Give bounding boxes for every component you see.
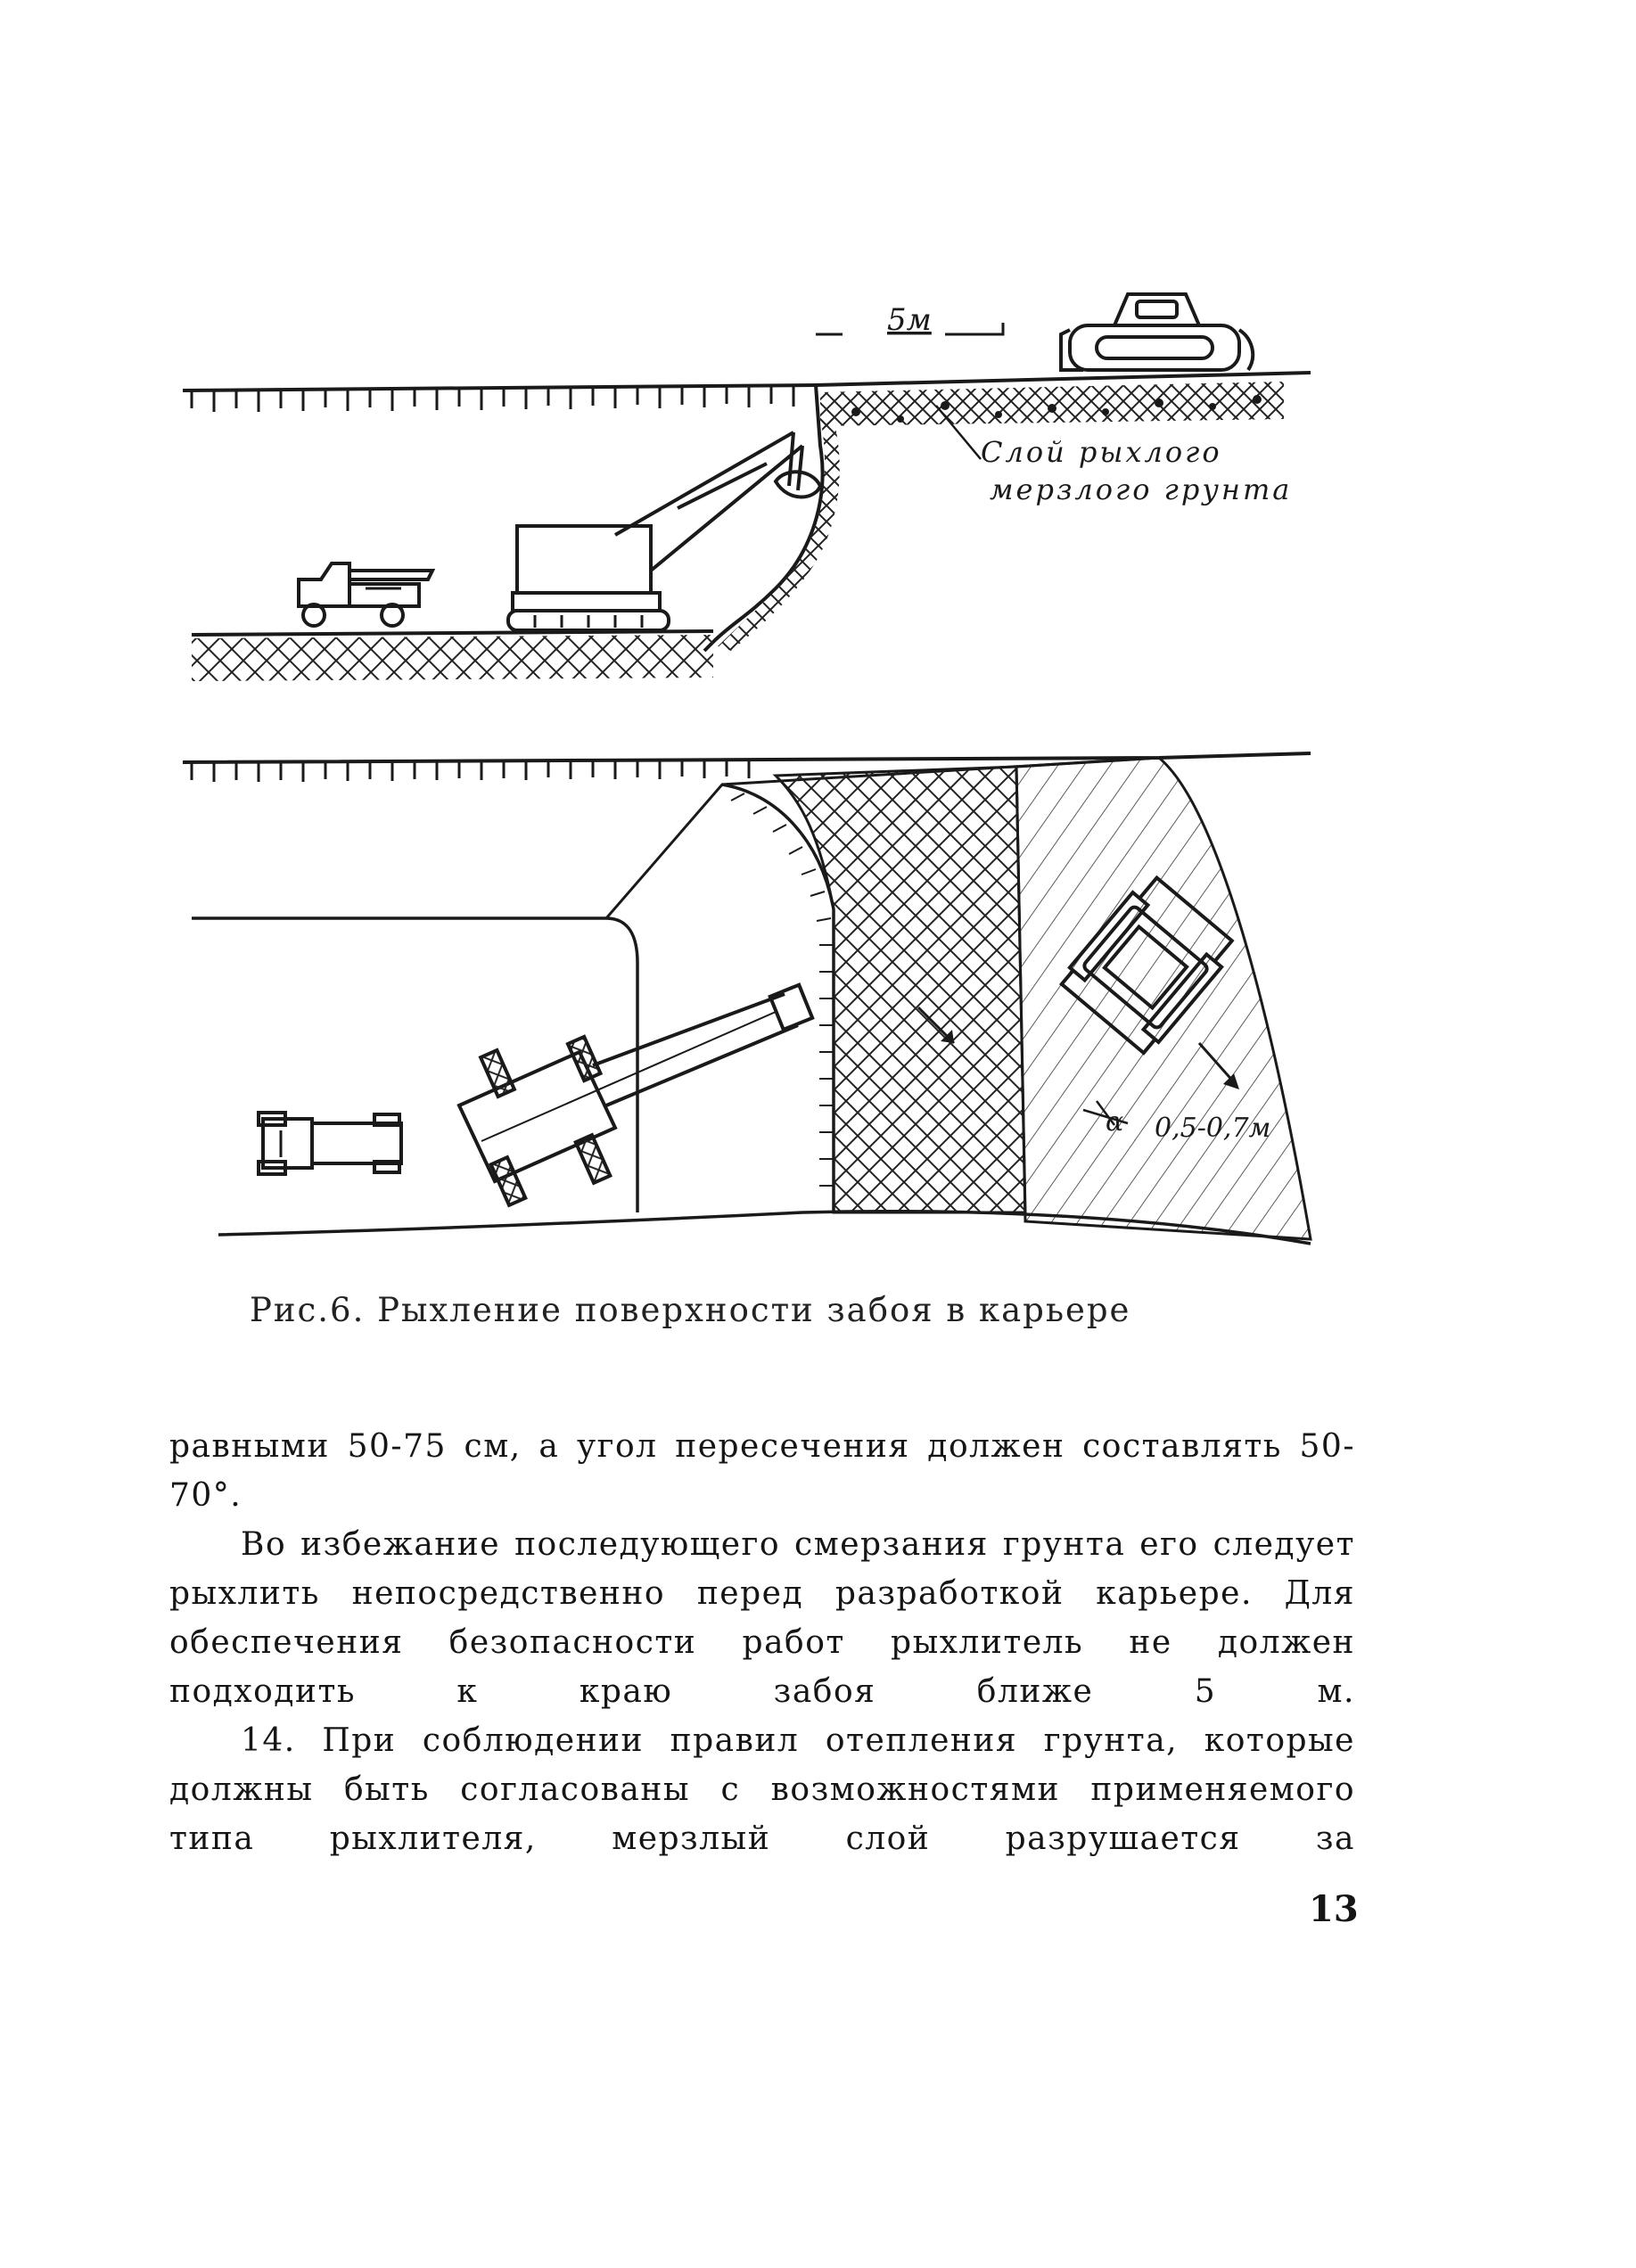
angle-symbol: α	[1106, 1106, 1124, 1138]
layer-label-line2: мерзлого грунта	[990, 472, 1293, 506]
paragraph-1-line-1: равными 50-75 см, а угол пересечения должен составлять 50-70°.	[169, 1428, 1355, 1514]
dump-truck-side	[299, 563, 432, 626]
paragraph-1	[169, 1422, 1355, 1520]
paragraph-2: Во избежание последующего смерзания грунта его следует рыхлить непосредственно перед разработкой карьере. Для обеспечения безопасности работ рыхлитель не должен подходить к краю забоя ближе 5 м.	[169, 1526, 1355, 1710]
frozen-zone	[1016, 758, 1311, 1239]
dimension-5m-label: 5м	[887, 302, 932, 338]
plan-view	[183, 753, 1311, 1244]
page-number: 13	[1309, 1888, 1359, 1930]
body-text	[169, 1422, 1355, 1863]
paragraph-3: 14. При соблюдении правил отепления грунта, которые должны быть согласованы с возможностями применяемого типа рыхлителя, мерзлый слой разрушается за	[169, 1722, 1355, 1857]
upper-ground-line-left	[183, 385, 816, 390]
spacing-label: 0,5-0,7м	[1155, 1113, 1271, 1144]
face-curve-hatch	[731, 793, 834, 1186]
figure-caption: Рис.6. Рыхление поверхности забоя в карьере	[250, 1291, 1131, 1329]
dump-truck-plan	[259, 1113, 401, 1174]
ripper-tractor-side	[1061, 294, 1253, 370]
ripped-zone	[776, 767, 1025, 1212]
face-curve	[722, 785, 834, 1212]
excavator-plan	[459, 985, 812, 1205]
pit-bottom-hatch	[192, 635, 713, 681]
layer-label-line1: Слой рыхлого	[981, 435, 1222, 469]
